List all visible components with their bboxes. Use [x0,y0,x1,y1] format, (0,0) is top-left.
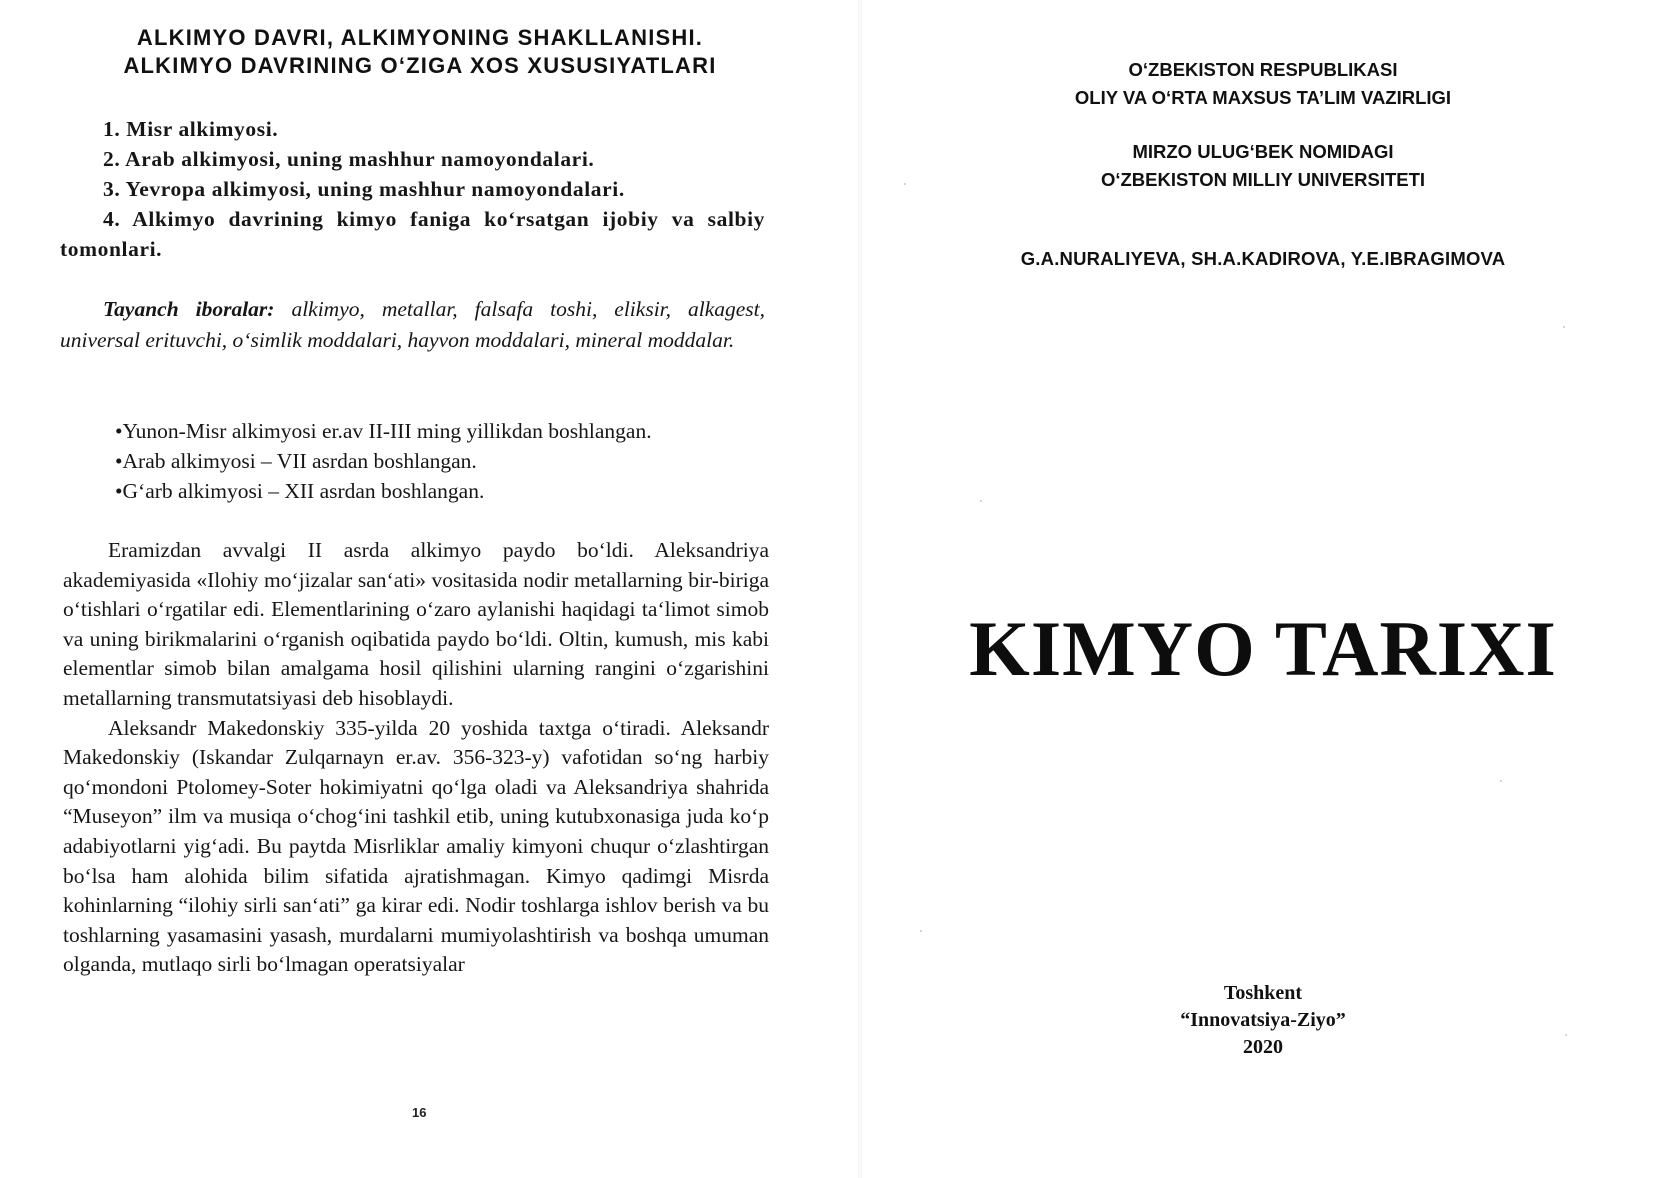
scan-speck [904,183,906,185]
plan-item: 4. Alkimyo davrining kimyo faniga ko‘rsatgan ijobiy va salbiy tomonlari. [60,207,765,261]
bullet-item: •G‘arb alkimyosi – XII asrdan boshlangan. [115,479,485,503]
body-text [63,536,769,980]
university-header [860,138,1666,194]
scan-speck [980,500,982,502]
scan-speck [1563,326,1565,328]
imprint [860,980,1666,1061]
chapter-heading-line-2: ALKIMYO DAVRINING O‘ZIGA XOS XUSUSIYATLARI [123,53,717,78]
right-page-title [860,0,1666,1178]
university-line-2: O‘ZBEKISTON MILLIY UNIVERSITETI [1100,169,1426,190]
scan-speck [1565,1034,1567,1036]
ministry-line-1: O‘ZBEKISTON RESPUBLIKASI [1128,59,1398,80]
key-terms [60,294,765,356]
alchemy-periods-list [72,416,767,506]
page-number: 16 [412,1105,427,1120]
chapter-heading-line-1: ALKIMYO DAVRI, ALKIMYONING SHAKLLANISHI. [136,25,704,50]
scan-speck [1500,780,1502,782]
chapter-plan-list [60,114,765,264]
ministry-line-2: OLIY VA O‘RTA MAXSUS TA’LIM VAZIRLIGI [1074,87,1452,108]
chapter-heading [70,24,770,80]
key-terms-label: Tayanch iboralar: [103,297,275,321]
bullet-item: •Arab alkimyosi – VII asrdan boshlangan. [115,449,477,473]
ministry-header [860,56,1666,112]
city: Toshkent [1223,982,1303,1004]
paragraph: Aleksandr Makedonskiy 335-yilda 20 yoshida taxtga o‘tiradi. Aleksandr Makedonskiy (Iskandar Zulqarnayn er.av. 356-323-y) vafotidan so‘ng harbiy qo‘mondoni Ptolomey-Soter hokimiyatni qo‘lga oladi va Aleksandriya shahrida “Museyon” ilm va musiqa o‘chog‘ini tashkil etib, uning kutubxonasiga juda ko‘p adabiyotlarni yig‘adi. Bu paytda Misrliklar amaliy kimyoni chuqur o‘zlashtirgan bo‘lsa ham alohida bilim sifatida ajratishmagan. Kimyo qadimgi Misrda kohinlarning “ilohiy sirli san‘ati” ga kirar edi. Nodir toshlarga ishlov berish va bu toshlarning yasamasini yasash, murdalarni mumiyolashtirish va boshqa umuman olganda, mutlaqo sirli bo‘lmagan operatsiyalar [63,715,769,977]
authors: G.A.NURALIYEVA, SH.A.KADIROVA, Y.E.IBRAGIMOVA [1020,248,1506,269]
key-terms-text: alkimyo, metallar, falsafa toshi, eliksir, alkagest, universal erituvchi, o‘simlik moddalari, hayvon moddalari, mineral moddalar. [60,297,766,352]
book-title: KIMYO TARIXI [969,605,1557,692]
year: 2020 [1243,1036,1283,1058]
paragraph: Eramizdan avvalgi II asrda alkimyo paydo bo‘ldi. Aleksandriya akademiyasida «Ilohiy mo‘jizalar san‘ati» vositasida nodir metallarning bir-biriga o‘tishlari o‘rgatilar edi. Elementlarining o‘zaro aylanishi haqidagi ta‘limot simob va uning birikmalarini o‘rganish oqibatida paydo bo‘ldi. Oltin, kumush, mis kabi elementlar simob bilan amalgama hosil qilishini ularning rangini o‘zgarishini metallarning transmutatsiyasi deb hisoblaydi. [63,538,769,710]
scan-speck [920,930,922,932]
publisher: “Innovatsiya-Ziyo” [1180,1009,1346,1031]
bullet-item: •Yunon-Misr alkimyosi er.av II-III ming yillikdan boshlangan. [115,419,652,443]
plan-item: 3. Yevropa alkimyosi, uning mashhur namoyondalari. [103,177,625,201]
plan-item: 1. Misr alkimyosi. [103,117,279,141]
university-line-1: MIRZO ULUG‘BEK NOMIDAGI [1132,141,1394,162]
plan-item: 2. Arab alkimyosi, uning mashhur namoyondalari. [103,147,595,171]
